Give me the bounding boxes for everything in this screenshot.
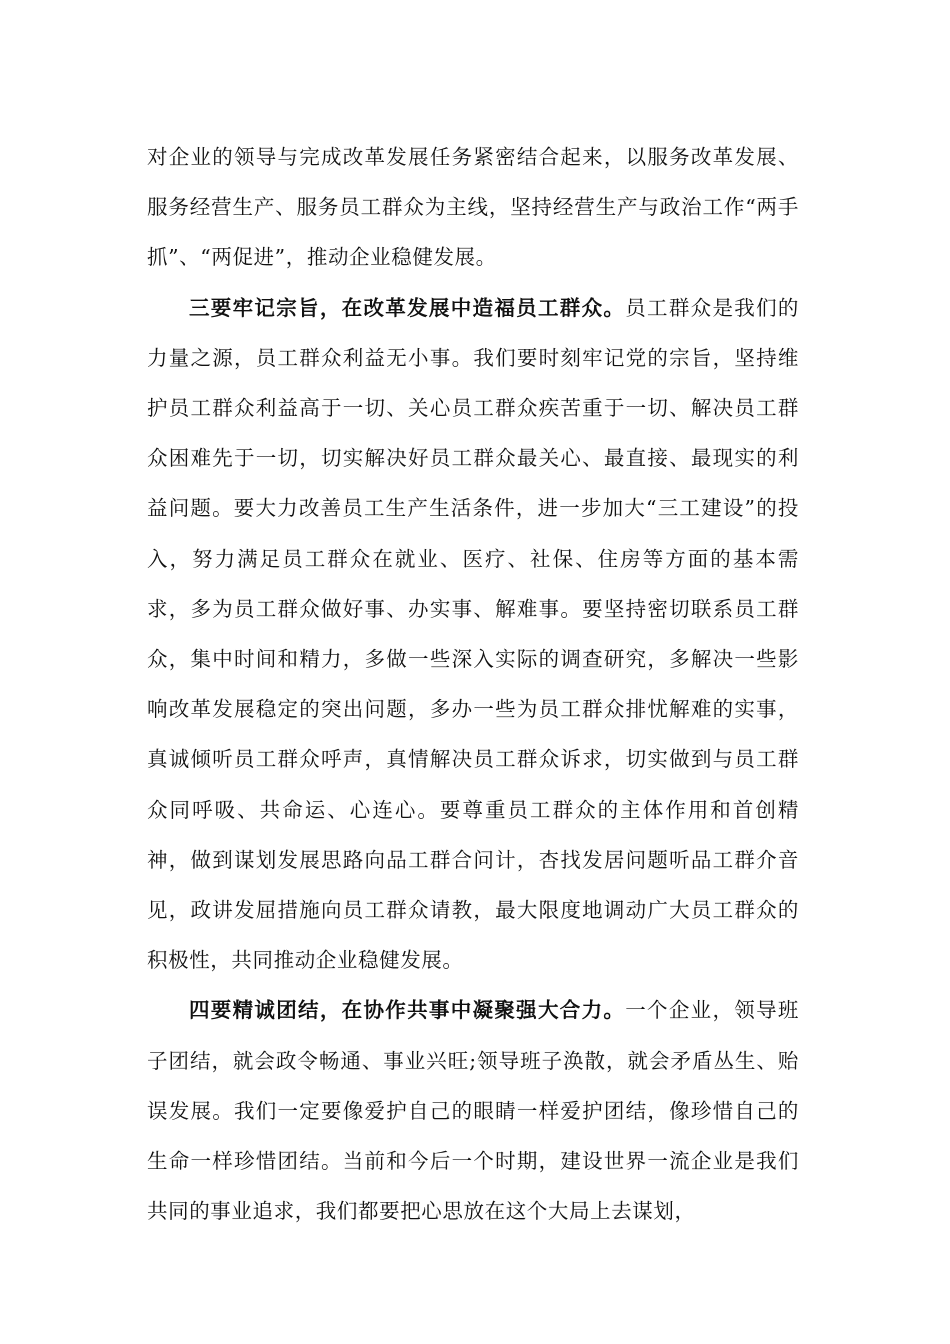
- paragraph-text: 对企业的领导与完成改革发展任务紧密结合起来，以服务改革发展、服务经营生产、服务员工群众为主线，坚持经营生产与政治工作“两手抓”、“两促进”，推动企业稳健发展。: [147, 145, 799, 270]
- document-body: [147, 132, 799, 1236]
- paragraph-text: 一个企业，领导班子团结，就会政令畅通、事业兴旺;领导班子涣散，就会矛盾丛生、贻误发展。我们一定要像爱护自己的眼睛一样爱护团结，像珍惜自己的生命一样珍惜团结。当前和今后一个时期，建设世界一流企业是我们共同的事业追求，我们都要把心思放在这个大局上去谋划，: [147, 998, 799, 1224]
- paragraph-heading: 三要牢记宗旨，在改革发展中造福员工群众。: [189, 295, 626, 320]
- paragraph-point-four: [147, 985, 799, 1236]
- paragraph-continuation: [147, 132, 799, 283]
- paragraph-text: 员工群众是我们的力量之源，员工群众利益无小事。我们要时刻牢记党的宗旨，坚持维护员工群众利益高于一切、关心员工群众疾苦重于一切、解决员工群众困难先于一切，切实解决好员工群众最关心、最直接、最现实的利益问题。要大力改善员工生产生活条件，进一步加大“三工建设”的投入，努力满足员工群众在就业、医疗、社保、住房等方面的基本需求，多为员工群众做好事、办实事、解难事。要坚持密切联系员工群众，集中时间和精力，多做一些深入实际的调查研究，多解决一些影响改革发展稳定的突出问题，多办一些为员工群众排忧解难的实事，真诚倾听员工群众呼声，真情解决员工群众诉求，切实做到与员工群众同呼吸、共命运、心连心。要尊重员工群众的主体作用和首创精神，做到谋划发展思路向品工群合问计，杏找发居问题听品工群介音见，政讲发屈措施向员工群众请教，最大限度地调动广大员工群众的积极性，共同推动企业稳健发展。: [147, 295, 799, 973]
- paragraph-point-three: [147, 283, 799, 986]
- paragraph-heading: 四要精诚团结，在协作共事中凝聚强大合力。: [189, 998, 626, 1023]
